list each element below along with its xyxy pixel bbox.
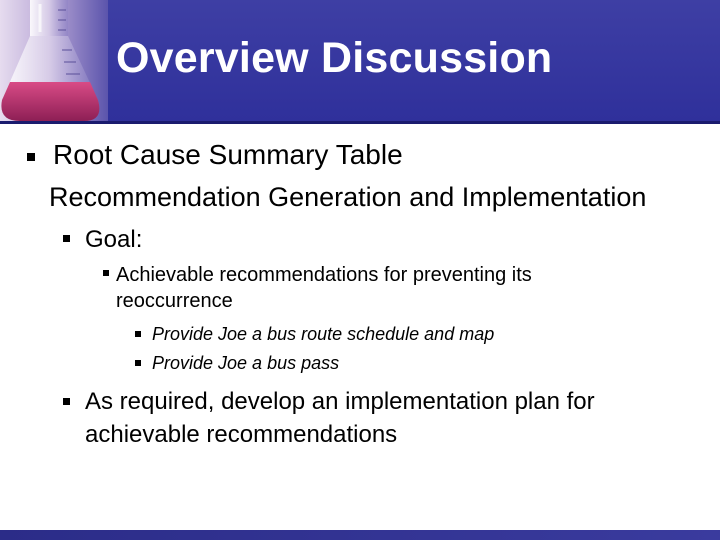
bullet-as-required-line2: achievable recommendations [85, 421, 398, 448]
bullet-achievable-line1: Achievable recommendations for preventing its [116, 264, 532, 286]
square-bullet-icon [103, 270, 109, 276]
square-bullet-icon [135, 360, 141, 366]
bullet-goal: Goal: [85, 226, 143, 253]
slide-title: Overview Discussion [116, 34, 553, 82]
square-bullet-icon [63, 235, 70, 242]
bullet-root-cause: Root Cause Summary Table [53, 139, 403, 170]
header-divider [0, 121, 720, 124]
flask-icon [0, 0, 108, 121]
bullet-achievable-line2: reoccurrence [116, 290, 233, 312]
bullet-provide-schedule: Provide Joe a bus route schedule and map [152, 324, 495, 344]
bullet-rec-gen: Recommendation Generation and Implementation [49, 182, 647, 212]
square-bullet-icon [27, 153, 35, 161]
square-bullet-icon [135, 331, 141, 337]
footer-bar [0, 530, 720, 540]
bullet-as-required-line1: As required, develop an implementation plan for [85, 388, 595, 415]
square-bullet-icon [63, 398, 70, 405]
bullet-provide-pass: Provide Joe a bus pass [152, 353, 340, 373]
